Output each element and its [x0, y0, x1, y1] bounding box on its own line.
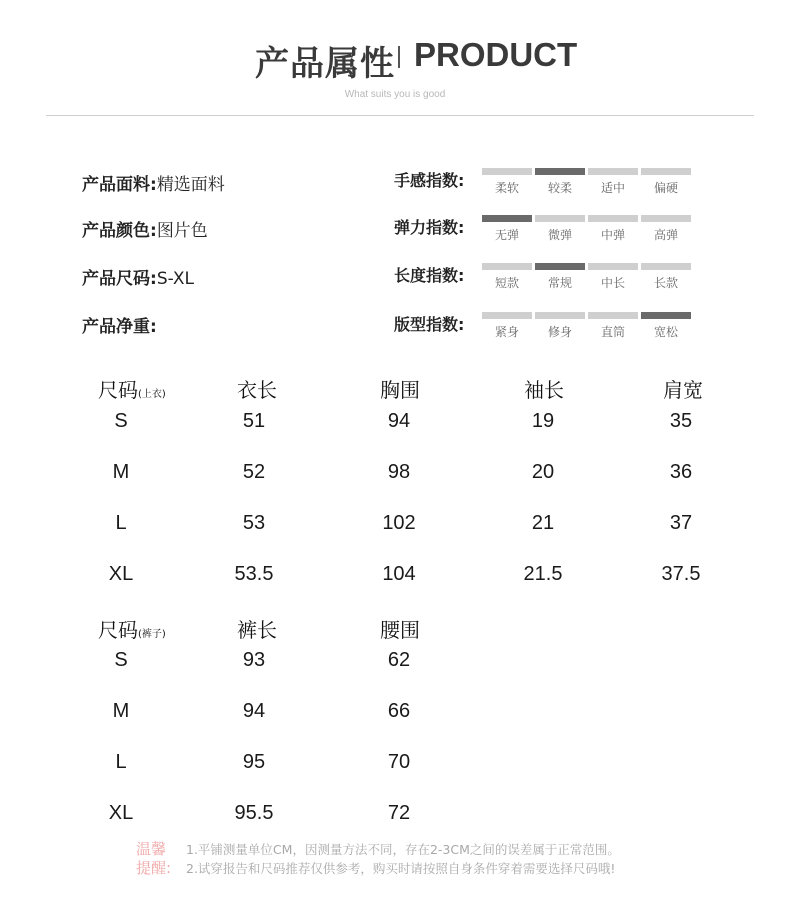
attr-weight — [82, 312, 157, 337]
pants-value-cell: 72 — [387, 802, 411, 824]
header-divider — [46, 115, 754, 116]
index-label-feel: 手感指数: — [394, 171, 465, 190]
index-segment — [588, 312, 638, 342]
top-value-cell: 53 — [242, 512, 266, 534]
pants-value-cell: 70 — [387, 751, 411, 773]
pants-col-header: 裤长 — [237, 618, 277, 642]
index-option-label: 紧身 — [494, 325, 519, 339]
index-label-length: 长度指数: — [394, 266, 465, 285]
index-bar — [588, 215, 638, 222]
index-option-label: 常规 — [547, 276, 572, 290]
index-bar — [641, 263, 691, 270]
index-segment — [482, 215, 532, 245]
index-option-label: 修身 — [547, 325, 572, 339]
index-segment — [482, 312, 532, 342]
top-col-header: 衣长 — [237, 378, 277, 402]
index-bar — [641, 168, 691, 175]
index-segment — [641, 263, 691, 293]
top-size-header — [98, 374, 166, 403]
index-option-label: 中弹 — [600, 228, 625, 242]
index-option-label: 无弹 — [494, 228, 519, 242]
size-note: (裤子) — [138, 629, 166, 640]
pants-value-cell: 93 — [242, 649, 266, 671]
index-segment — [535, 168, 585, 198]
index-bar — [535, 215, 585, 222]
top-col-header: 胸围 — [380, 378, 420, 402]
top-size-cell: M — [112, 461, 130, 483]
top-value-cell: 19 — [531, 410, 555, 432]
index-segment — [588, 263, 638, 293]
top-col-header: 肩宽 — [663, 378, 703, 402]
top-value-cell: 102 — [382, 512, 416, 534]
attr-size — [82, 264, 194, 289]
pants-value-cell: 62 — [387, 649, 411, 671]
index-bar-selected — [535, 263, 585, 270]
pants-size-cell: S — [114, 649, 128, 671]
index-bar — [482, 168, 532, 175]
top-value-cell: 94 — [387, 410, 411, 432]
size-label: 尺码 — [98, 378, 138, 402]
index-segment — [641, 168, 691, 198]
index-segment — [535, 263, 585, 293]
index-bar — [482, 312, 532, 319]
pants-value-cell: 66 — [387, 700, 411, 722]
index-segment — [482, 263, 532, 293]
top-size-cell: L — [115, 512, 127, 534]
top-value-cell: 21 — [531, 512, 555, 534]
page-subtitle: What suits you is good — [344, 89, 446, 100]
index-scale-feel — [482, 168, 694, 198]
index-segment — [588, 168, 638, 198]
title-divider — [398, 46, 400, 68]
index-bar-selected — [482, 215, 532, 222]
top-value-cell: 37.5 — [661, 563, 701, 585]
index-scale-stretch — [482, 215, 694, 245]
index-option-label: 微弹 — [547, 228, 572, 242]
pants-value-cell: 95.5 — [234, 802, 274, 824]
top-value-cell: 21.5 — [523, 563, 563, 585]
index-segment — [535, 312, 585, 342]
pants-size-header — [98, 614, 166, 643]
size-label: 尺码 — [98, 618, 138, 642]
top-value-cell: 53.5 — [234, 563, 274, 585]
top-value-cell: 36 — [669, 461, 693, 483]
index-segment — [641, 312, 691, 342]
top-value-cell: 98 — [387, 461, 411, 483]
index-option-label: 偏硬 — [653, 181, 678, 195]
index-option-label: 直筒 — [600, 325, 625, 339]
attr-value: S-XL — [156, 269, 195, 289]
attr-fabric — [82, 170, 225, 195]
index-label-fit: 版型指数: — [394, 315, 465, 334]
index-option-label: 适中 — [600, 181, 625, 195]
index-bar-selected — [641, 312, 691, 319]
index-segment — [482, 168, 532, 198]
attr-key: 产品面料: — [82, 175, 157, 195]
top-size-cell: S — [114, 410, 128, 432]
index-bar — [588, 312, 638, 319]
index-bar — [641, 215, 691, 222]
pants-value-cell: 94 — [242, 700, 266, 722]
note-label-line2: 提醒: — [136, 859, 172, 877]
index-option-label: 中长 — [600, 276, 625, 290]
attr-key: 产品尺码: — [82, 269, 157, 289]
page-title: 产品属性 — [255, 44, 395, 84]
pants-size-cell: L — [115, 751, 127, 773]
index-option-label: 较柔 — [547, 181, 572, 195]
top-value-cell: 20 — [531, 461, 555, 483]
index-segment — [588, 215, 638, 245]
index-option-label: 长款 — [653, 276, 678, 290]
index-scale-length — [482, 263, 694, 293]
index-bar — [535, 312, 585, 319]
note-label-line1: 温馨 — [136, 840, 167, 858]
top-size-cell: XL — [108, 563, 134, 585]
pants-col-header: 腰围 — [380, 618, 420, 642]
note-line-1: 1.平铺测量单位CM，因测量方法不同，存在2-3CM之间的误差属于正常范围。 — [186, 842, 620, 857]
index-bar — [588, 168, 638, 175]
attr-key: 产品颜色: — [82, 221, 157, 241]
top-value-cell: 104 — [382, 563, 416, 585]
index-label-stretch: 弹力指数: — [394, 218, 465, 237]
top-value-cell: 52 — [242, 461, 266, 483]
attr-value: 精选面料 — [156, 175, 225, 195]
top-col-header: 袖长 — [524, 378, 564, 402]
index-scale-fit — [482, 312, 694, 342]
index-bar — [482, 263, 532, 270]
attr-value: 图片色 — [156, 221, 208, 241]
top-value-cell: 35 — [669, 410, 693, 432]
index-option-label: 柔软 — [494, 181, 519, 195]
index-bar-selected — [535, 168, 585, 175]
index-bar — [588, 263, 638, 270]
index-option-label: 宽松 — [653, 325, 678, 339]
page-title-en: PRODUCT — [414, 36, 578, 73]
index-option-label: 短款 — [494, 276, 519, 290]
attr-key: 产品净重: — [82, 317, 157, 337]
top-value-cell: 37 — [669, 512, 693, 534]
pants-size-cell: XL — [108, 802, 134, 824]
note-line-2: 2.试穿报告和尺码推荐仅供参考，购买时请按照自身条件穿着需要选择尺码哦! — [186, 861, 616, 876]
index-segment — [535, 215, 585, 245]
index-option-label: 高弹 — [653, 228, 678, 242]
top-value-cell: 51 — [242, 410, 266, 432]
attr-color — [82, 216, 208, 241]
pants-value-cell: 95 — [242, 751, 266, 773]
size-note: (上衣) — [138, 389, 166, 400]
index-segment — [641, 215, 691, 245]
pants-size-cell: M — [112, 700, 130, 722]
